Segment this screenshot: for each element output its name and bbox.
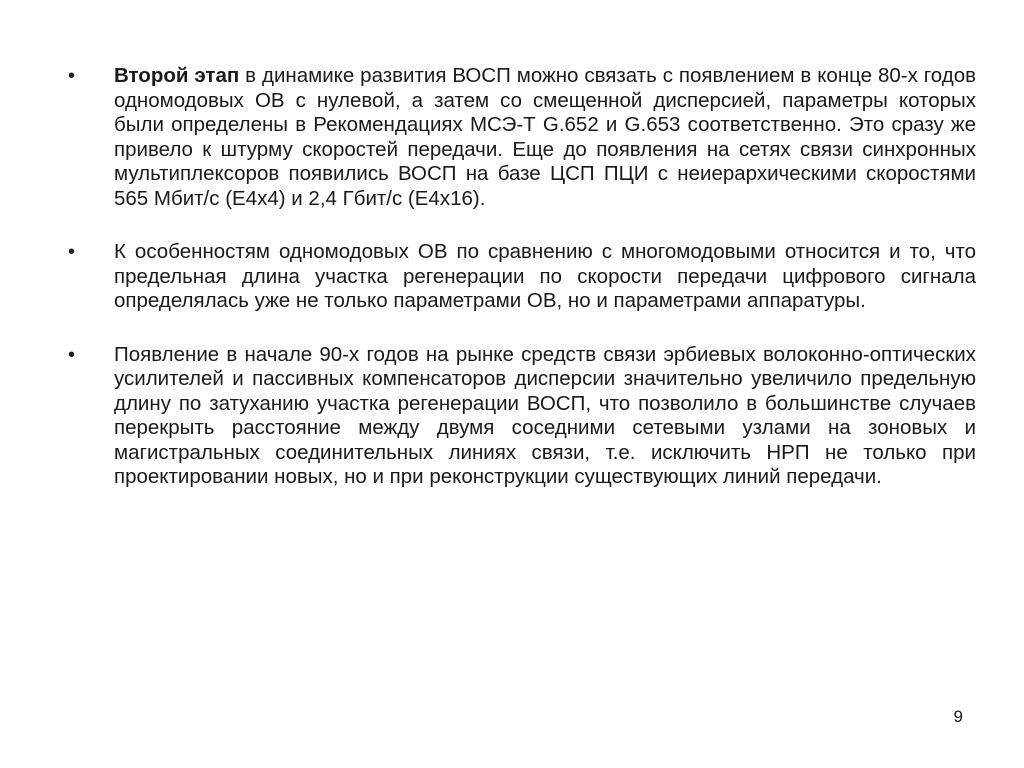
bullet-lead-bold: Второй этап	[114, 64, 240, 87]
bullet-text: Появление в начале 90-х годов на рынке средств связи эрбиевых волоконно-оптических усилителей и пассивных компенсаторов дисперсии значительно увеличило предельную длину по затуханию участка регенерации ВОСП, что позволило в большинстве случаев перекрыть расстояние между двумя соседними сетевыми узлами на зоновых и магистральных соединительных линиях связи, т.е. исключить НРП не только при проектировании новых, но и при реконструкции существующих линий передачи.	[114, 342, 976, 488]
bullet-body: в динамике развития ВОСП можно связать с появлением в конце 80-х годов одномодовых ОВ с нулевой, а затем со смещенной дисперсией, параметры которых были определены в Рекомендациях МСЭ-Т G.652 и G.653 соответственно. Это сразу же привело к штурму скоростей передачи. Еще до появления на сетях связи синхронных мультиплексоров появились ВОСП на базе ЦСП ПЦИ с неиерархическими скоростями 565 Мбит/с (Е4х4) и 2,4 Гбит/с (Е4х16).	[114, 64, 976, 210]
bullet-item-2	[68, 240, 976, 314]
bullet-text	[114, 64, 976, 211]
bullet-marker: •	[68, 241, 76, 263]
page-number: 9	[953, 707, 963, 726]
bullet-list	[68, 64, 976, 519]
bullet-marker: •	[68, 65, 76, 87]
bullet-item-1	[68, 64, 976, 211]
bullet-text: К особенностям одномодовых ОВ по сравнению с многомодовыми относится и то, что предельная длина участка регенерации по скорости передачи цифрового сигнала определялась уже не только параметрами ОВ, но и параметрами аппаратуры.	[114, 240, 976, 312]
bullet-item-3	[68, 343, 976, 490]
bullet-marker: •	[68, 343, 76, 366]
